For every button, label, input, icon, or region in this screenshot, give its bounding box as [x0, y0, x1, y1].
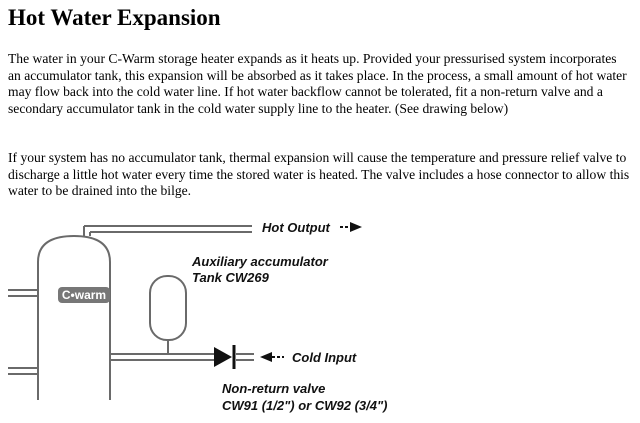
accumulator-label-line1: Auxiliary accumulator	[192, 254, 328, 269]
heater-brand-label: C•warm	[61, 288, 107, 302]
valve-label-line2: CW91 (1/2") or CW92 (3/4")	[222, 398, 388, 413]
paragraph-expansion: The water in your C-Warm storage heater expands as it heats up. Provided your pressurised system incorporates an accumulator tank, this expansion will be absorbed as it takes place. In the process, a small amount of hot water may flow back into the cold water line. If hot water backflow cannot be tolerated, fit a non-return valve and a secondary accumulator tank in the cold water supply line to the heater. (See drawing below)	[8, 51, 627, 116]
cold-input-pipe	[110, 354, 254, 360]
arrow-left-icon	[260, 352, 284, 362]
storage-heater	[8, 236, 110, 400]
hot-output-pipe	[84, 226, 252, 236]
paragraph-no-accumulator: If your system has no accumulator tank, thermal expansion will cause the temperature and pressure relief valve to discharge a little hot water every time the stored water is heated. The valve includes a hose connector to allow this water to be drained into the bilge.	[8, 150, 630, 198]
page-title: Hot Water Expansion	[8, 5, 221, 30]
arrow-right-icon	[340, 222, 362, 232]
accumulator-label-line2: Tank CW269	[192, 270, 269, 285]
hot-output-label: Hot Output	[262, 220, 330, 235]
accumulator-tank	[150, 276, 186, 354]
check-valve-icon	[214, 345, 234, 369]
valve-label-line1: Non-return valve	[222, 381, 326, 396]
cold-input-label: Cold Input	[292, 350, 357, 365]
c-warm-logo	[58, 287, 110, 303]
